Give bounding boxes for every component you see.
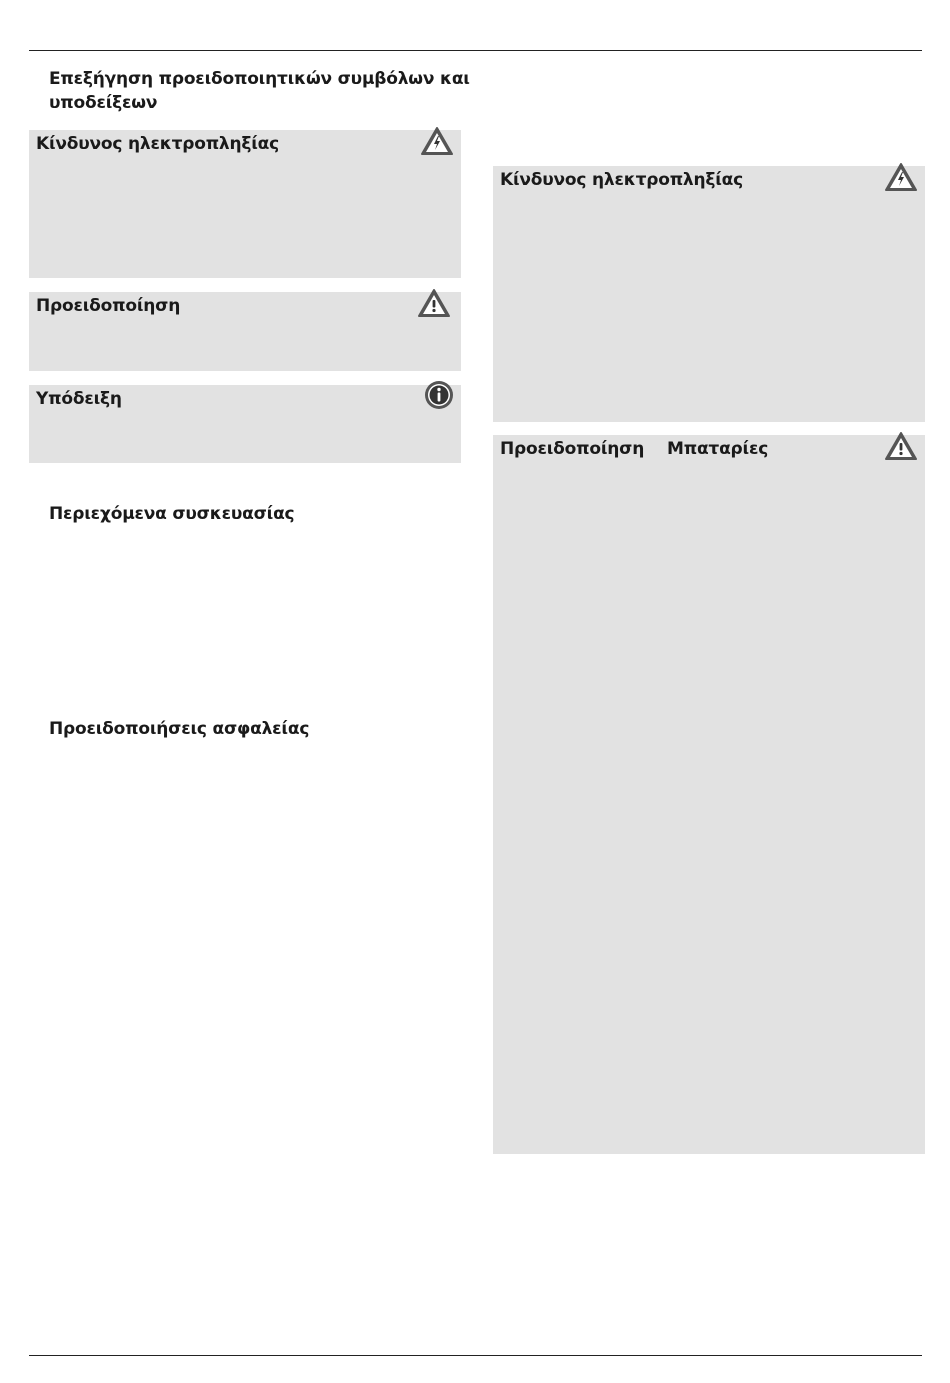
- warning-box-left: [29, 292, 461, 371]
- safety-warnings-heading: Προειδοποιήσεις ασφαλείας: [49, 719, 310, 739]
- battery-warning-box-right: [493, 435, 925, 1154]
- package-contents-heading: Περιεχόμενα συσκευασίας: [49, 504, 295, 524]
- info-circle-icon: [423, 379, 455, 411]
- box-title: Προειδοποίηση Μπαταρίες: [500, 439, 769, 459]
- top-rule: [29, 50, 922, 51]
- symbols-heading: [49, 67, 470, 115]
- warning-triangle-icon: [417, 287, 451, 319]
- box-title: Κίνδυνος ηλεκτροπληξίας: [500, 170, 744, 190]
- symbols-heading-line1: Επεξήγηση προειδοποιητικών συμβόλων και: [49, 69, 470, 89]
- electric-shock-warning-icon: [420, 125, 454, 157]
- note-box-left: [29, 385, 461, 463]
- box-title: Κίνδυνος ηλεκτροπληξίας: [36, 134, 280, 154]
- bottom-rule: [29, 1355, 922, 1356]
- warning-triangle-icon: [884, 430, 918, 462]
- symbols-heading-line2: υποδείξεων: [49, 93, 158, 113]
- electric-shock-box-left: [29, 130, 461, 278]
- box-title: Προειδοποίηση: [36, 296, 181, 316]
- electric-shock-box-right: [493, 166, 925, 422]
- electric-shock-warning-icon: [884, 161, 918, 193]
- box-title: Υπόδειξη: [36, 389, 122, 409]
